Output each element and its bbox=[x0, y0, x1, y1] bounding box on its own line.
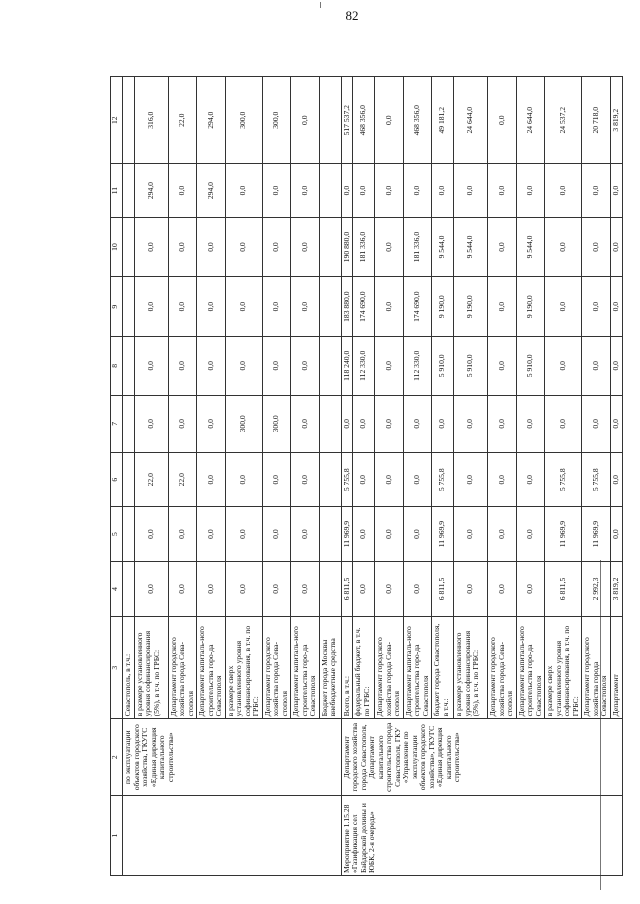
value-cell: 0,0 bbox=[262, 453, 291, 507]
value-cell: 9 190,0 bbox=[516, 277, 545, 337]
value-cell: 0,0 bbox=[610, 507, 622, 561]
column-header-10: 10 bbox=[111, 217, 123, 277]
value-cell: 0,0 bbox=[375, 217, 404, 277]
value-cell: 0,0 bbox=[454, 395, 488, 453]
value-cell: 9 544,0 bbox=[432, 217, 454, 277]
value-cell: 0,0 bbox=[454, 164, 488, 217]
value-cell: 0,0 bbox=[403, 164, 432, 217]
value-cell: 0,0 bbox=[291, 277, 320, 337]
value-cell: 0,0 bbox=[341, 164, 353, 217]
value-cell: 0,0 bbox=[516, 507, 545, 561]
value-cell: 9 190,0 bbox=[454, 277, 488, 337]
value-cell: 0,0 bbox=[403, 507, 432, 561]
funding-source-cell: Департамент городского хозяйства города Сева-стополя bbox=[375, 617, 404, 719]
value-cell: 0,0 bbox=[353, 507, 375, 561]
column-header-11: 11 bbox=[111, 164, 123, 217]
measure-cell: Мероприятие 1.15.28 «Газификация сел Байдарской долины и ЮБК, 2-я очередь» bbox=[341, 796, 622, 876]
funding-source-cell: Департамент капиталь-ного строительства горо-да Севастополя bbox=[403, 617, 432, 719]
column-header-12: 12 bbox=[111, 77, 123, 164]
value-cell: 0,0 bbox=[134, 217, 168, 277]
value-cell: 0,0 bbox=[516, 395, 545, 453]
funding-source-cell: Департамент городского хозяйства города Сева-стополя bbox=[488, 617, 517, 719]
funding-source-cell: в размере установленного уровня софинансирования (5%), в т.ч. по ГРБС: bbox=[134, 617, 168, 719]
value-cell: 2 992,3 bbox=[582, 561, 611, 616]
funding-source-cell: Севастополь, в т.ч.: bbox=[123, 617, 135, 719]
value-cell: 0,0 bbox=[454, 561, 488, 616]
value-cell: 0,0 bbox=[341, 395, 353, 453]
value-cell bbox=[123, 217, 135, 277]
funding-source-cell: Департамент капиталь-ного строительства горо-да Севастополя bbox=[291, 617, 320, 719]
value-cell: 190 880,0 bbox=[341, 217, 353, 277]
value-cell: 112 330,0 bbox=[353, 337, 375, 396]
value-cell bbox=[123, 337, 135, 396]
value-cell: 5 755,8 bbox=[545, 453, 582, 507]
value-cell: 0,0 bbox=[516, 453, 545, 507]
page-number: 82 bbox=[345, 8, 359, 23]
value-cell: 0,0 bbox=[488, 77, 517, 164]
value-cell: 5 755,8 bbox=[341, 453, 353, 507]
value-cell: 0,0 bbox=[432, 164, 454, 217]
value-cell bbox=[319, 337, 341, 396]
value-cell: 0,0 bbox=[454, 453, 488, 507]
value-cell: 0,0 bbox=[197, 453, 226, 507]
value-cell: 0,0 bbox=[168, 507, 197, 561]
value-cell: 22,0 bbox=[134, 453, 168, 507]
value-cell: 0,0 bbox=[610, 337, 622, 396]
value-cell: 9 190,0 bbox=[432, 277, 454, 337]
table-row bbox=[123, 77, 135, 876]
value-cell: 0,0 bbox=[225, 164, 262, 217]
value-cell: 0,0 bbox=[582, 217, 611, 277]
value-cell: 0,0 bbox=[225, 561, 262, 616]
value-cell bbox=[123, 561, 135, 616]
value-cell: 0,0 bbox=[488, 561, 517, 616]
value-cell: 0,0 bbox=[353, 164, 375, 217]
executor-cell: Департамент городского хозяйства города Севастополя, Департамент капитального строительства города Севастополя, ГКУ «Управление по эксплуатации объектов городского хозяйства», ГКУГС «Единая дирекция капитального строительства» bbox=[341, 719, 622, 796]
value-cell: 0,0 bbox=[291, 217, 320, 277]
value-cell: 0,0 bbox=[197, 217, 226, 277]
value-cell: 517 537,2 bbox=[341, 77, 353, 164]
value-cell: 0,0 bbox=[375, 453, 404, 507]
column-header-4: 4 bbox=[111, 561, 123, 616]
value-cell: 0,0 bbox=[262, 217, 291, 277]
value-cell: 0,0 bbox=[432, 395, 454, 453]
value-cell: 0,0 bbox=[168, 277, 197, 337]
value-cell: 0,0 bbox=[353, 561, 375, 616]
value-cell: 11 969,9 bbox=[432, 507, 454, 561]
funding-source-cell: Всего, в т.ч.: bbox=[341, 617, 353, 719]
value-cell: 181 336,0 bbox=[353, 217, 375, 277]
column-header-3: 3 bbox=[111, 617, 123, 719]
value-cell bbox=[319, 507, 341, 561]
value-cell: 0,0 bbox=[168, 337, 197, 396]
value-cell: 0,0 bbox=[291, 507, 320, 561]
rotated-table-container bbox=[110, 76, 620, 876]
value-cell bbox=[123, 77, 135, 164]
value-cell: 0,0 bbox=[375, 277, 404, 337]
value-cell: 0,0 bbox=[262, 507, 291, 561]
funding-source-cell: Департамент городского хозяйства города Севастополя bbox=[582, 617, 611, 719]
value-cell: 0,0 bbox=[291, 561, 320, 616]
header-row bbox=[111, 77, 123, 876]
margin-mark bbox=[320, 2, 321, 8]
value-cell: 0,0 bbox=[291, 453, 320, 507]
value-cell: 0,0 bbox=[488, 337, 517, 396]
value-cell: 174 690,0 bbox=[403, 277, 432, 337]
value-cell: 0,0 bbox=[610, 395, 622, 453]
value-cell bbox=[319, 77, 341, 164]
funding-source-cell: Департамент bbox=[610, 617, 622, 719]
value-cell: 6 811,5 bbox=[545, 561, 582, 616]
measure-cell bbox=[123, 796, 342, 876]
funding-source-cell: Департамент капиталь-ного строительства горо-да Севастополя bbox=[197, 617, 226, 719]
table-row bbox=[341, 77, 353, 876]
value-cell: 0,0 bbox=[225, 337, 262, 396]
value-cell: 0,0 bbox=[582, 395, 611, 453]
value-cell: 0,0 bbox=[488, 507, 517, 561]
column-header-5: 5 bbox=[111, 507, 123, 561]
value-cell: 0,0 bbox=[168, 395, 197, 453]
value-cell: 5 755,8 bbox=[582, 453, 611, 507]
value-cell: 0,0 bbox=[168, 217, 197, 277]
value-cell: 11 969,9 bbox=[341, 507, 353, 561]
value-cell: 0,0 bbox=[582, 277, 611, 337]
value-cell: 0,0 bbox=[545, 395, 582, 453]
value-cell bbox=[319, 561, 341, 616]
column-header-7: 7 bbox=[111, 395, 123, 453]
value-cell: 118 240,0 bbox=[341, 337, 353, 396]
value-cell: 294,0 bbox=[197, 77, 226, 164]
funding-source-cell: в размере установленного уровня софинансирования (5%), в т.ч. по ГРБС: bbox=[454, 617, 488, 719]
value-cell: 5 755,8 bbox=[432, 453, 454, 507]
value-cell: 468 356,0 bbox=[353, 77, 375, 164]
value-cell: 24 537,2 bbox=[545, 77, 582, 164]
value-cell: 0,0 bbox=[262, 277, 291, 337]
value-cell: 0,0 bbox=[545, 277, 582, 337]
value-cell: 3 819,2 bbox=[610, 561, 622, 616]
column-header-1: 1 bbox=[111, 796, 123, 876]
value-cell: 22,0 bbox=[168, 77, 197, 164]
value-cell: 11 969,9 bbox=[545, 507, 582, 561]
value-cell bbox=[319, 164, 341, 217]
funding-source-cell: Департамент городского хозяйства города Сева-стополя bbox=[168, 617, 197, 719]
value-cell: 0,0 bbox=[516, 164, 545, 217]
value-cell: 0,0 bbox=[545, 337, 582, 396]
value-cell: 0,0 bbox=[262, 337, 291, 396]
value-cell: 0,0 bbox=[353, 453, 375, 507]
value-cell: 6 811,5 bbox=[341, 561, 353, 616]
value-cell bbox=[319, 395, 341, 453]
value-cell: 0,0 bbox=[610, 164, 622, 217]
value-cell: 0,0 bbox=[197, 277, 226, 337]
value-cell bbox=[319, 277, 341, 337]
value-cell: 5 910,0 bbox=[432, 337, 454, 396]
value-cell: 9 544,0 bbox=[454, 217, 488, 277]
value-cell: 0,0 bbox=[225, 277, 262, 337]
value-cell: 0,0 bbox=[516, 561, 545, 616]
value-cell: 0,0 bbox=[291, 337, 320, 396]
column-header-8: 8 bbox=[111, 337, 123, 396]
value-cell: 3 819,2 bbox=[610, 77, 622, 164]
value-cell: 0,0 bbox=[134, 337, 168, 396]
value-cell: 20 718,0 bbox=[582, 77, 611, 164]
value-cell: 0,0 bbox=[610, 453, 622, 507]
executor-cell: по эксплуатации объектов городского хозяйства, ГКУГС «Единая дирекция капитального строительства» bbox=[123, 719, 342, 796]
value-cell: 0,0 bbox=[225, 217, 262, 277]
value-cell: 300,0 bbox=[225, 77, 262, 164]
value-cell: 0,0 bbox=[134, 277, 168, 337]
funding-source-cell: в размере сверх установленного уровня софинансирования, в т.ч. по ГРБС: bbox=[225, 617, 262, 719]
value-cell: 0,0 bbox=[375, 507, 404, 561]
value-cell: 0,0 bbox=[488, 277, 517, 337]
value-cell bbox=[123, 453, 135, 507]
value-cell: 300,0 bbox=[262, 77, 291, 164]
value-cell bbox=[319, 453, 341, 507]
value-cell: 0,0 bbox=[291, 164, 320, 217]
value-cell: 24 644,0 bbox=[454, 77, 488, 164]
value-cell: 0,0 bbox=[545, 164, 582, 217]
value-cell: 300,0 bbox=[225, 395, 262, 453]
value-cell: 112 330,0 bbox=[403, 337, 432, 396]
value-cell: 0,0 bbox=[134, 395, 168, 453]
value-cell: 0,0 bbox=[197, 561, 226, 616]
value-cell: 0,0 bbox=[134, 561, 168, 616]
value-cell bbox=[123, 395, 135, 453]
value-cell: 11 969,9 bbox=[582, 507, 611, 561]
value-cell bbox=[123, 164, 135, 217]
value-cell: 0,0 bbox=[375, 337, 404, 396]
value-cell: 0,0 bbox=[291, 77, 320, 164]
funding-source-cell: бюджет города Севастополя, в т.ч.: bbox=[432, 617, 454, 719]
value-cell: 22,0 bbox=[168, 453, 197, 507]
value-cell: 6 811,5 bbox=[432, 561, 454, 616]
value-cell: 181 336,0 bbox=[403, 217, 432, 277]
value-cell bbox=[123, 277, 135, 337]
value-cell: 0,0 bbox=[610, 277, 622, 337]
value-cell: 0,0 bbox=[488, 217, 517, 277]
value-cell bbox=[319, 217, 341, 277]
funding-source-cell: федеральный бюджет, в т.ч. по ГРБС: bbox=[353, 617, 375, 719]
value-cell: 0,0 bbox=[353, 395, 375, 453]
funding-source-cell: в размере сверх установленного уровня софинансирования, в т.ч. по ГРБС: bbox=[545, 617, 582, 719]
value-cell: 0,0 bbox=[454, 507, 488, 561]
value-cell: 294,0 bbox=[134, 164, 168, 217]
column-header-2: 2 bbox=[111, 719, 123, 796]
funding-source-cell: Бюджет города Москвы внебюджетные средства bbox=[319, 617, 341, 719]
value-cell: 0,0 bbox=[403, 561, 432, 616]
value-cell: 0,0 bbox=[134, 507, 168, 561]
funding-source-cell: Департамент капиталь-ного строительства горо-да Севастополя bbox=[516, 617, 545, 719]
value-cell: 0,0 bbox=[291, 395, 320, 453]
funding-source-cell: Департамент городского хозяйства города Сева-стополя bbox=[262, 617, 291, 719]
value-cell: 0,0 bbox=[582, 337, 611, 396]
column-header-6: 6 bbox=[111, 453, 123, 507]
value-cell: 0,0 bbox=[582, 164, 611, 217]
value-cell: 49 181,2 bbox=[432, 77, 454, 164]
value-cell: 0,0 bbox=[225, 507, 262, 561]
value-cell: 0,0 bbox=[168, 164, 197, 217]
value-cell: 0,0 bbox=[403, 395, 432, 453]
value-cell bbox=[123, 507, 135, 561]
value-cell: 0,0 bbox=[610, 217, 622, 277]
value-cell: 0,0 bbox=[488, 164, 517, 217]
value-cell: 0,0 bbox=[197, 337, 226, 396]
value-cell: 0,0 bbox=[262, 164, 291, 217]
value-cell: 316,0 bbox=[134, 77, 168, 164]
value-cell: 300,0 bbox=[262, 395, 291, 453]
value-cell: 174 690,0 bbox=[353, 277, 375, 337]
value-cell: 0,0 bbox=[375, 561, 404, 616]
value-cell: 0,0 bbox=[375, 164, 404, 217]
value-cell: 0,0 bbox=[545, 217, 582, 277]
value-cell: 0,0 bbox=[197, 395, 226, 453]
value-cell: 0,0 bbox=[168, 561, 197, 616]
value-cell: 0,0 bbox=[488, 453, 517, 507]
value-cell: 0,0 bbox=[197, 507, 226, 561]
financing-table bbox=[110, 76, 623, 876]
value-cell: 294,0 bbox=[197, 164, 226, 217]
rotated-table bbox=[110, 76, 620, 876]
value-cell: 0,0 bbox=[262, 561, 291, 616]
value-cell: 0,0 bbox=[403, 453, 432, 507]
value-cell: 0,0 bbox=[225, 453, 262, 507]
value-cell: 24 644,0 bbox=[516, 77, 545, 164]
table-body bbox=[123, 77, 623, 876]
column-header-9: 9 bbox=[111, 277, 123, 337]
value-cell: 9 544,0 bbox=[516, 217, 545, 277]
value-cell: 468 356,0 bbox=[403, 77, 432, 164]
value-cell: 183 880,0 bbox=[341, 277, 353, 337]
value-cell: 0,0 bbox=[488, 395, 517, 453]
value-cell: 5 910,0 bbox=[516, 337, 545, 396]
value-cell: 5 910,0 bbox=[454, 337, 488, 396]
value-cell: 0,0 bbox=[375, 77, 404, 164]
value-cell: 0,0 bbox=[375, 395, 404, 453]
